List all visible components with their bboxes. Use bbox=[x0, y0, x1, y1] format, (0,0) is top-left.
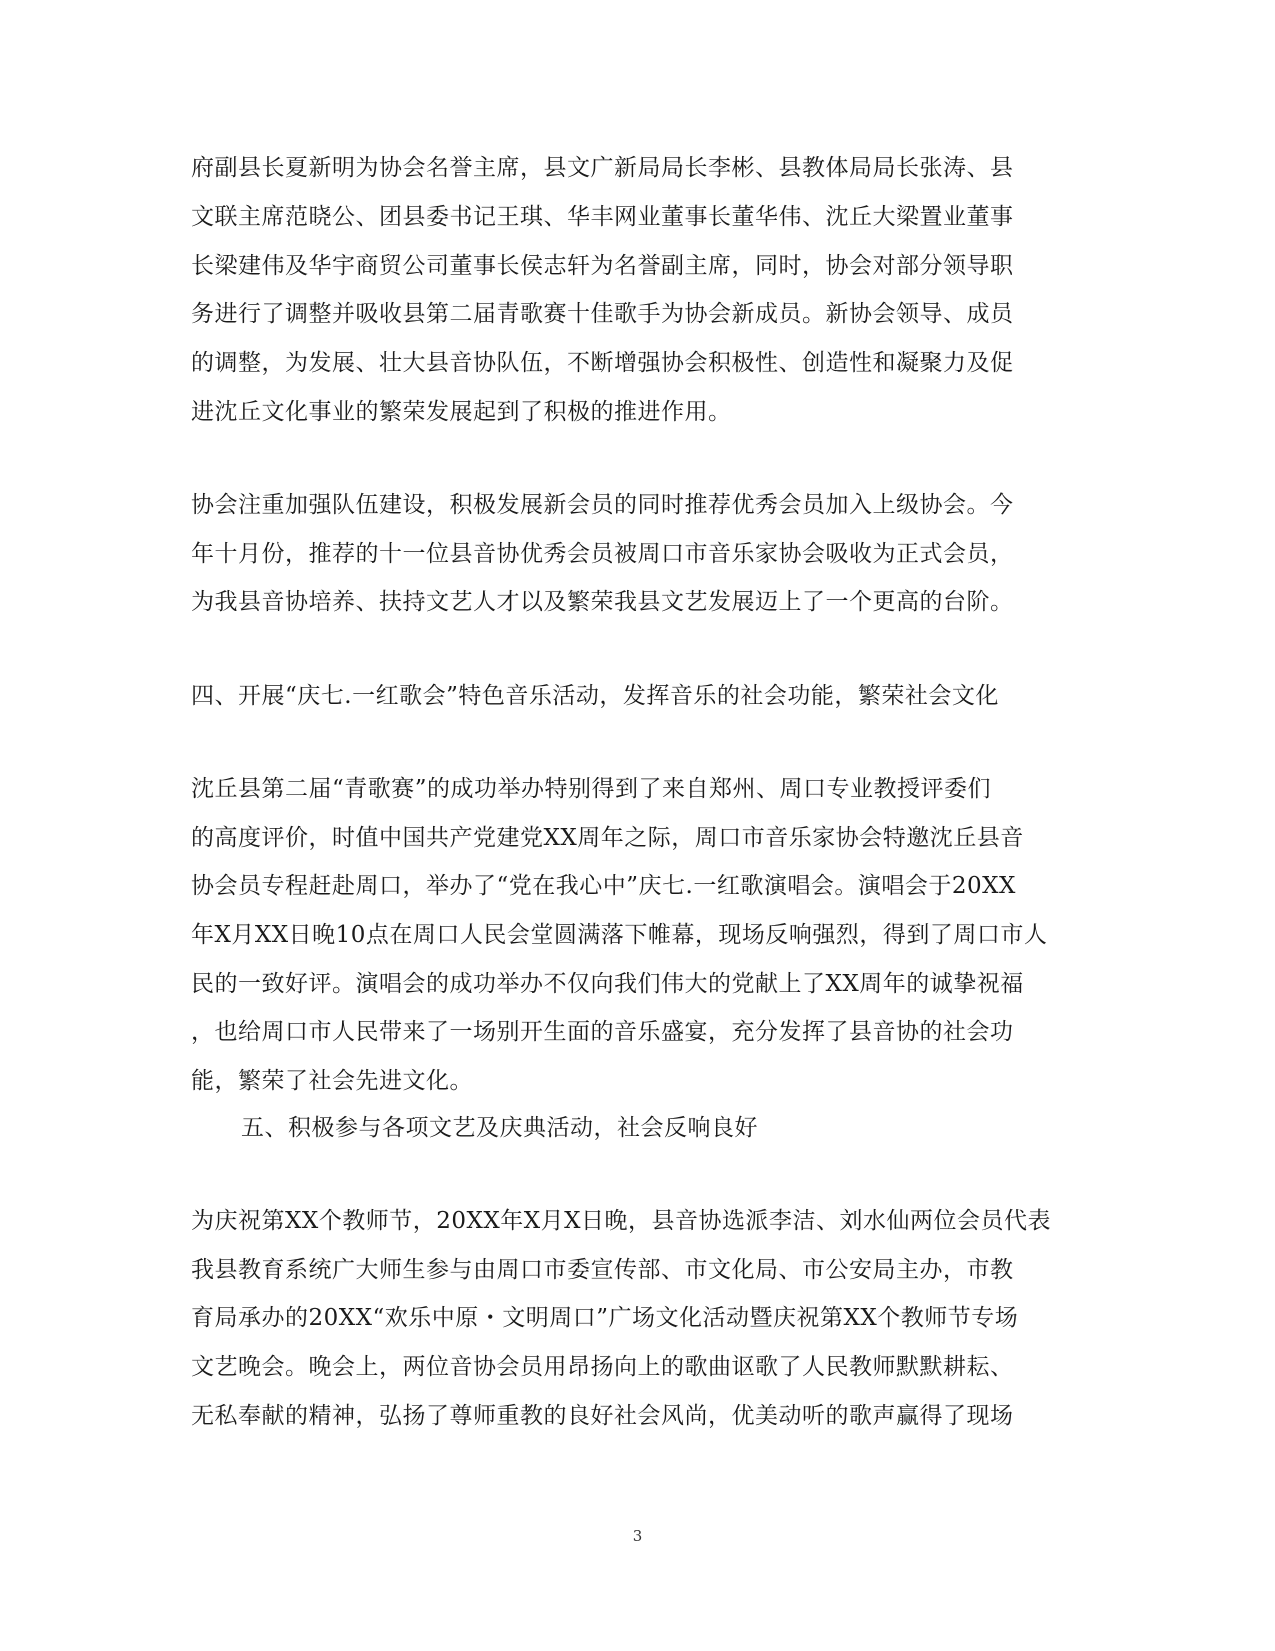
section-heading-4: 四、开展“庆七.一红歌会”特色音乐活动，发挥音乐的社会功能，繁荣社会文化 bbox=[191, 683, 999, 709]
page-number: 3 bbox=[632, 1527, 643, 1545]
paragraph-1-line-2: 文联主席范晓公、团县委书记王琪、华丰网业董事长董华伟、沈丘大梁置业董事 bbox=[191, 204, 1014, 230]
paragraph-3-line-6: ，也给周口市人民带来了一场别开生面的音乐盛宴，充分发挥了县音协的社会功 bbox=[191, 1019, 1014, 1045]
paragraph-1-line-1: 府副县长夏新明为协会名誉主席，县文广新局局长李彬、县教体局局长张涛、县 bbox=[191, 155, 1014, 181]
paragraph-4-line-5: 无私奉献的精神，弘扬了尊师重教的良好社会风尚，优美动听的歌声赢得了现场 bbox=[191, 1403, 1014, 1429]
paragraph-2-line-1: 协会注重加强队伍建设，积极发展新会员的同时推荐优秀会员加入上级协会。今 bbox=[191, 492, 1014, 518]
paragraph-1-line-3: 长梁建伟及华宇商贸公司董事长侯志轩为名誉副主席，同时，协会对部分领导职 bbox=[191, 253, 1014, 279]
paragraph-2-line-2: 年十月份，推荐的十一位县音协优秀会员被周口市音乐家协会吸收为正式会员， bbox=[191, 541, 1014, 567]
paragraph-3-line-2: 的高度评价，时值中国共产党建党XX周年之际，周口市音乐家协会特邀沈丘县音 bbox=[191, 825, 1024, 851]
paragraph-3-line-7: 能，繁荣了社会先进文化。 bbox=[191, 1068, 473, 1094]
paragraph-3-line-1: 沈丘县第二届“青歌赛”的成功举办特别得到了来自郑州、周口专业教授评委们 bbox=[191, 776, 992, 802]
paragraph-3-line-3: 协会员专程赶赴周口，举办了“党在我心中”庆七.一红歌演唱会。演唱会于20XX bbox=[191, 873, 1016, 899]
paragraph-4-line-3: 育局承办的20XX“欢乐中原・文明周口”广场文化活动暨庆祝第XX个教师节专场 bbox=[191, 1305, 1019, 1331]
paragraph-1-line-6: 进沈丘文化事业的繁荣发展起到了积极的推进作用。 bbox=[191, 399, 732, 425]
paragraph-1-line-5: 的调整，为发展、壮大县音协队伍，不断增强协会积极性、创造性和凝聚力及促 bbox=[191, 350, 1014, 376]
paragraph-4-line-1: 为庆祝第XX个教师节，20XX年X月X日晚，县音协选派李洁、刘水仙两位会员代表 bbox=[191, 1208, 1052, 1234]
paragraph-3-line-4: 年X月XX日晚10点在周口人民会堂圆满落下帷幕，现场反响强烈，得到了周口市人 bbox=[191, 922, 1048, 948]
paragraph-4-line-4: 文艺晚会。晚会上，两位音协会员用昂扬向上的歌曲讴歌了人民教师默默耕耘、 bbox=[191, 1354, 1014, 1380]
paragraph-2-line-3: 为我县音协培养、扶持文艺人才以及繁荣我县文艺发展迈上了一个更高的台阶。 bbox=[191, 589, 1014, 615]
paragraph-4-line-2: 我县教育系统广大师生参与由周口市委宣传部、市文化局、市公安局主办，市教 bbox=[191, 1257, 1014, 1283]
paragraph-1-line-4: 务进行了调整并吸收县第二届青歌赛十佳歌手为协会新成员。新协会领导、成员 bbox=[191, 301, 1014, 327]
paragraph-3-line-5: 民的一致好评。演唱会的成功举办不仅向我们伟大的党献上了XX周年的诚挚祝福 bbox=[191, 971, 1024, 997]
section-heading-5: 五、积极参与各项文艺及庆典活动，社会反响良好 bbox=[241, 1115, 758, 1141]
